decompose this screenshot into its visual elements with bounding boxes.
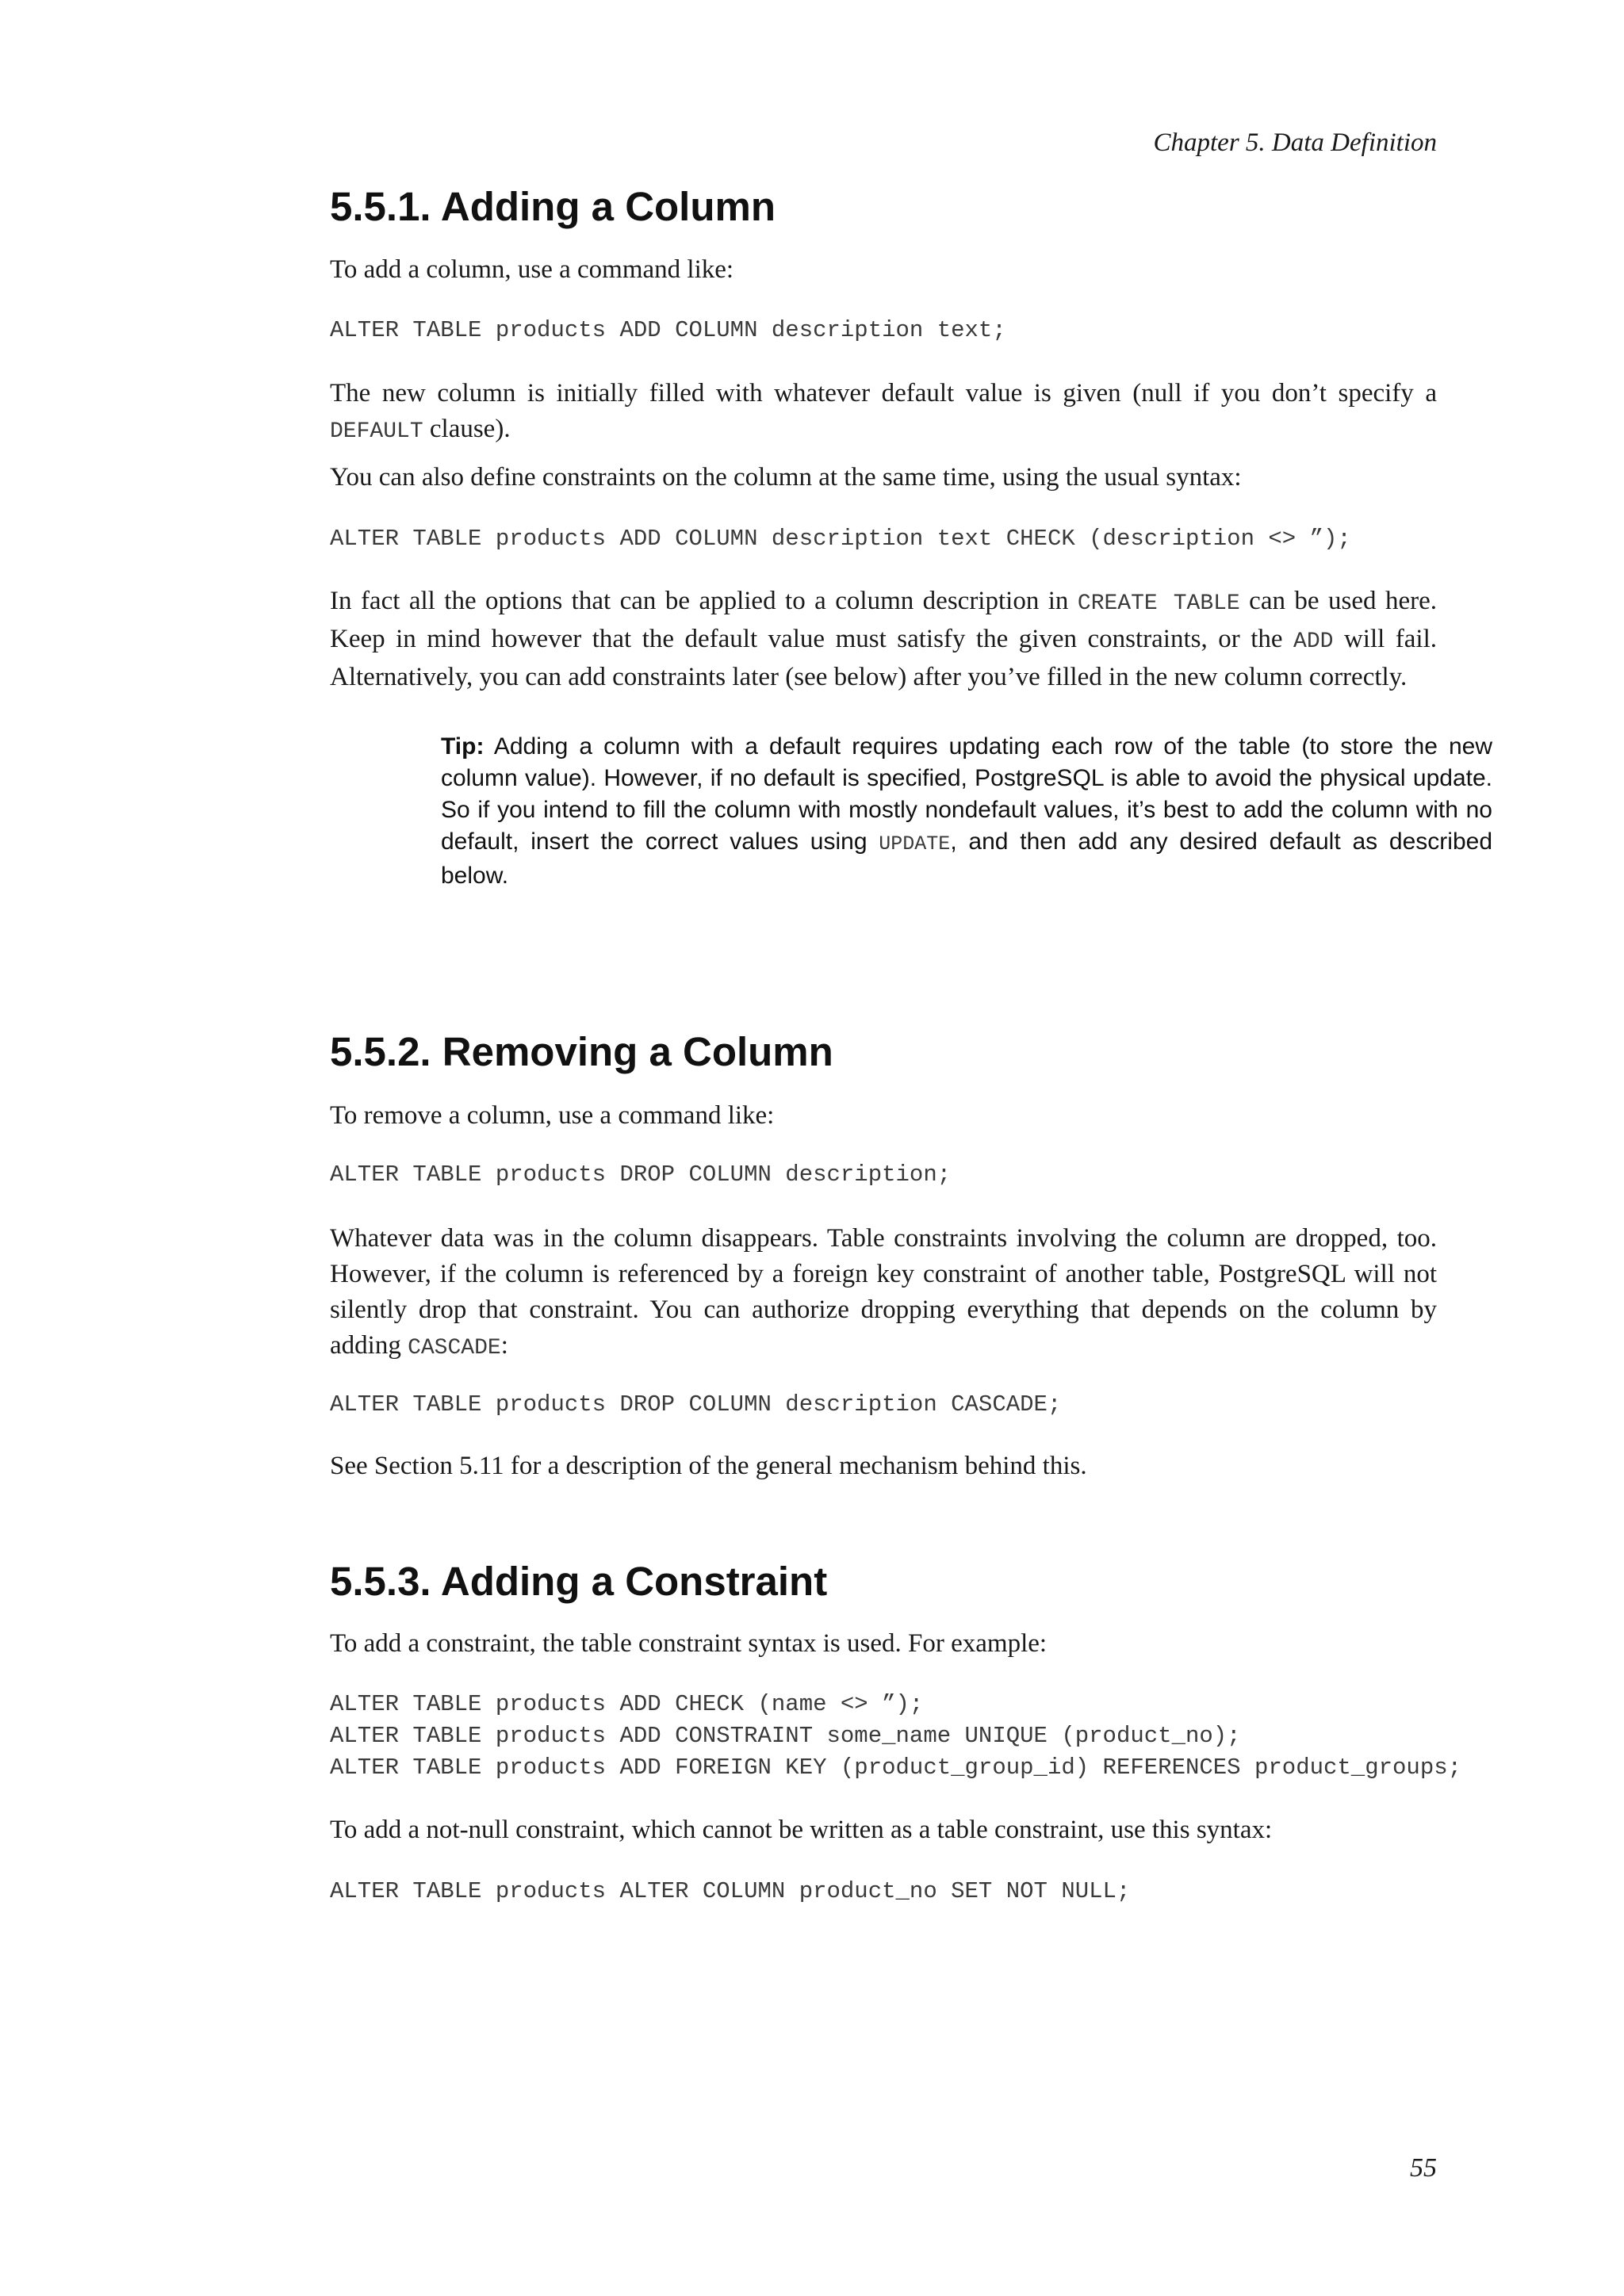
section-552-intro: To remove a column, use a command like: bbox=[330, 1101, 775, 1130]
section-551-para3 bbox=[330, 584, 1437, 695]
tip-text-b: , and then add any desired default as described below. bbox=[441, 828, 1493, 889]
para1-text-b: clause). bbox=[423, 415, 511, 443]
inline-code-add: ADD bbox=[1293, 629, 1334, 654]
para3-text-a: In fact all the options that can be applied to a column description in bbox=[330, 587, 1078, 615]
section-551-para2: You can also define constraints on the column at the same time, using the usual syntax: bbox=[330, 463, 1242, 492]
code-block-set-not-null: ALTER TABLE products ALTER COLUMN product_no SET NOT NULL; bbox=[330, 1878, 1131, 1904]
inline-code-create-table: CREATE TABLE bbox=[1077, 591, 1240, 616]
code-block-drop-column: ALTER TABLE products DROP COLUMN description; bbox=[330, 1161, 952, 1188]
code-block-add-column: ALTER TABLE products ADD COLUMN description text; bbox=[330, 317, 1006, 343]
code-block-drop-column-cascade: ALTER TABLE products DROP COLUMN description CASCADE; bbox=[330, 1391, 1062, 1418]
para3-text-b: can be used here. Keep in mind however that the default value must satisfy the given constraints, or the bbox=[330, 587, 1438, 653]
section-551-para1 bbox=[330, 376, 1437, 450]
para-text-b: : bbox=[500, 1331, 508, 1360]
section-heading-removing-column: 5.5.2. Removing a Column bbox=[330, 1029, 833, 1074]
inline-code-cascade: CASCADE bbox=[408, 1336, 501, 1360]
para1-text-a: The new column is initially filled with whatever default value is given (null if you don’t specify a bbox=[330, 379, 1437, 408]
tip-box bbox=[441, 731, 1492, 892]
section-heading-adding-constraint: 5.5.3. Adding a Constraint bbox=[330, 1559, 828, 1604]
section-552-para1 bbox=[330, 1221, 1437, 1366]
para-text-a: Whatever data was in the column disappears. Table constraints involving the column are dropped, too. However, if the column is referenced by a foreign key constraint of another table, PostgreSQL will not silently drop that constraint. You can authorize dropping everything that depends on the column by adding bbox=[330, 1224, 1437, 1360]
code-block-add-column-check: ALTER TABLE products ADD COLUMN description text CHECK (description <> ”); bbox=[330, 526, 1351, 552]
inline-code-update: UPDATE bbox=[879, 832, 951, 855]
section-552-para2: See Section 5.11 for a description of the general mechanism behind this. bbox=[330, 1452, 1087, 1480]
page-number: 55 bbox=[1410, 2153, 1437, 2183]
section-heading-adding-column: 5.5.1. Adding a Column bbox=[330, 184, 776, 229]
running-header: Chapter 5. Data Definition bbox=[1153, 128, 1437, 157]
section-553-para1: To add a not-null constraint, which cannot be written as a table constraint, use this syntax: bbox=[330, 1816, 1273, 1844]
inline-code-default: DEFAULT bbox=[330, 419, 423, 444]
para3-text-c: will fail. Alternatively, you can add constraints later (see below) after you’ve filled in the new column correctly. bbox=[330, 625, 1438, 691]
section-553-intro: To add a constraint, the table constraint syntax is used. For example: bbox=[330, 1629, 1048, 1658]
tip-label: Tip: bbox=[441, 733, 485, 760]
tip-text-a: Adding a column with a default requires updating each row of the table (to store the new column value). However, if no default is specified, PostgreSQL is able to avoid the physical update. So if you intend to fill the column with mostly nondefault values, it’s best to add the column with no default, insert the correct values using bbox=[441, 733, 1492, 855]
section-551-intro: To add a column, use a command like: bbox=[330, 255, 734, 284]
code-block-add-constraints: ALTER TABLE products ADD CHECK (name <> ”); ALTER TABLE products ADD CONSTRAINT some_name UNIQUE (product_no); ALTER TABLE products ADD FOREIGN KEY (product_group_id) REFERENCES product_groups; bbox=[330, 1691, 1462, 1781]
